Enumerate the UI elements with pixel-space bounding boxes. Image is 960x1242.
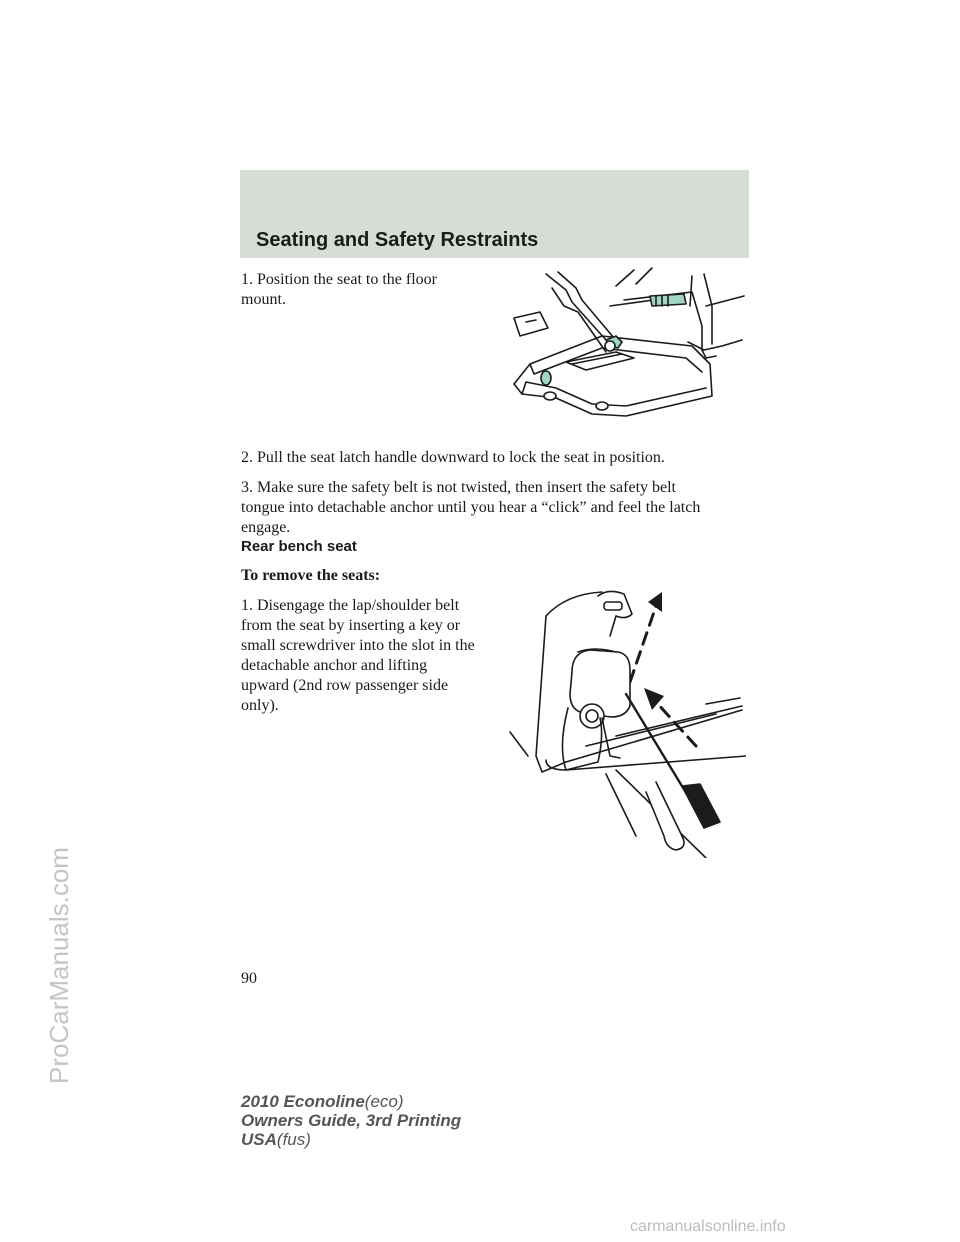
- footer-model: 2010 Econoline: [241, 1092, 365, 1111]
- document-footer: [241, 1092, 641, 1149]
- remove-step-1-line: from the seat by inserting a key or: [241, 617, 461, 634]
- footer-line-3: [241, 1130, 641, 1149]
- footer-model-code: (eco): [364, 1092, 404, 1111]
- page-number: 90: [241, 970, 257, 987]
- remove-step-1-line: 1. Disengage the lap/shoulder belt: [241, 597, 460, 614]
- section-title: Seating and Safety Restraints: [256, 229, 539, 251]
- remove-step-1-line: upward (2nd row passenger side: [241, 677, 449, 694]
- bottom-watermark: carmanualsonline.info: [630, 1218, 786, 1235]
- rear-bench-seat-heading: Rear bench seat: [241, 538, 357, 555]
- remove-step-1-line: detachable anchor and lifting: [241, 657, 428, 674]
- step-2-text: 2. Pull the seat latch handle downward to lock the seat in position.: [241, 449, 665, 466]
- step-1-text: [241, 270, 437, 310]
- step-1-line-2: mount.: [241, 291, 286, 308]
- footer-guide: Owners Guide, 3rd Printing: [241, 1111, 462, 1130]
- seat-floor-mount-illustration: [506, 266, 746, 434]
- footer-line-2: [241, 1111, 641, 1130]
- footer-line-1: [241, 1092, 641, 1111]
- step-3-line-3: engage.: [241, 519, 291, 536]
- step-3-line-1: 3. Make sure the safety belt is not twisted, then insert the safety belt: [241, 479, 676, 496]
- side-watermark-text: ProCarManuals.com: [44, 847, 74, 1084]
- belt-anchor-screwdriver-illustration: [506, 586, 746, 858]
- remove-step-1-line: only).: [241, 697, 279, 714]
- step-3-text: [241, 478, 700, 538]
- step-3-line-2: tongue into detachable anchor until you hear a “click” and feel the latch: [241, 499, 701, 516]
- footer-market: USA: [241, 1130, 277, 1149]
- section-header-band: [240, 170, 749, 258]
- remove-step-1-line: small screwdriver into the slot in the: [241, 637, 475, 654]
- step-1-line-1: 1. Position the seat to the floor: [241, 271, 437, 288]
- remove-step-1-text: [241, 596, 475, 716]
- footer-market-code: (fus): [276, 1130, 311, 1149]
- remove-seats-heading: To remove the seats:: [241, 567, 381, 584]
